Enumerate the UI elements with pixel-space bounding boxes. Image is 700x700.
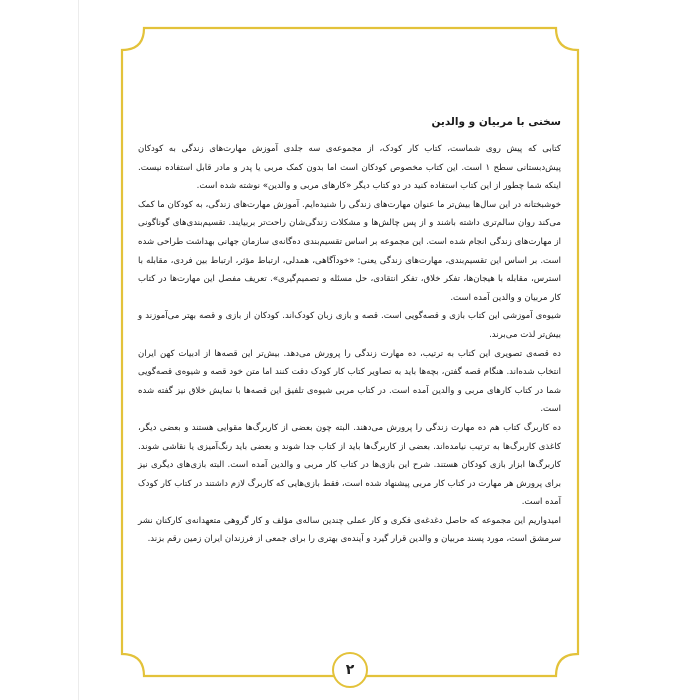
paragraph-teaching-method: شیوه‌ی آموزشی این کتاب بازی و قصه‌گویی است. قصه و بازی زبان کودک‌اند. کودکان از بازی و قصه بهتر می‌آموزند و بیش‌تر لذت می‌برند. — [138, 311, 561, 340]
page-edge-shadow — [78, 0, 79, 700]
paragraph-life-skills: خوشبختانه در این سال‌ها بیش‌تر ما عنوان مهارت‌های زندگی را شنیده‌ایم. آموزش مهارت‌های زندگی، به کودکان ما کمک می‌کند روان سالم‌تری داشته باشند و از پس چالش‌ها و مشکلات زندگی‌شان راحت‌تر بربیایند. تقسیم‌بندی‌های گوناگونی از مهارت‌های زندگی انجام شده است. این مجموعه بر اساس تقسیم‌بندی ده‌گانه‌ی سازمان جهانی بهداشت طراحی شده است. بر اساس این تقسیم‌بندی، مهارت‌های زندگی یعنی: «خودآگاهی، همدلی، ارتباط مؤثر، ارتباط بین فردی، مقابله با استرس، مقابله با هیجان‌ها، تفکر خلاق، تفکر انتقادی، حل مسئله و تصمیم‌گیری». تعریف مفصل این مهارت‌ها در کتاب کار مربیان و والدین آمده است. — [138, 199, 561, 303]
page-body — [138, 114, 561, 549]
page-number: ۲ — [332, 652, 368, 688]
paragraph-closing: امیدواریم این مجموعه که حاصل دغدغه‌ی فکری و کار عملی چندین ساله‌ی مؤلف و کار گروهی متعهدانه‌ی کارکنان نشر سرمشق است، مورد پسند مربیان و والدین قرار گیرد و آینده‌ی بهتری را برای جمعی از فرزندان ایران زمین رقم بزند. — [138, 515, 561, 545]
page-title: سخنی با مربیان و والدین — [431, 116, 561, 128]
paragraph-intro: کتابی که پیش روی شماست، کتاب کار کودک، از مجموعه‌ی سه جلدی آموزش مهارت‌های زندگی به کودکان پیش‌دبستانی سطح ۱ است. این کتاب مخصوص کودکان است اما بدون کمک مربی یا پدر و مادر قابل استفاده نیست. اینکه شما چطور از این کتاب استفاده کنید در دو کتاب دیگر «کارهای مربی و والدین» نوشته شده است. — [138, 144, 561, 192]
paragraph-worksheets: ده کاربرگ کتاب هم ده مهارت زندگی را پرورش می‌دهند. البته چون بعضی از کاربرگ‌ها مقوایی هستند و بعضی دیگر، کاغذی کاربرگ‌ها به ترتیب نیامده‌اند. بعضی از کاربرگ‌ها باید از کتاب جدا شوند و بعضی باید رنگ‌آمیزی یا نقاشی شوند. کاربرگ‌ها ابزار بازی کودکان هستند. شرح این بازی‌ها در کتاب کار مربی و والدین آمده است. البته بازی‌های دیگری نیز برای پرورش هر مهارت در کتاب کار مربی پیشنهاد شده است، فقط بازی‌هایی که کاربرگ لازم داشتند در کتاب کار کودک آمده است. — [138, 422, 561, 508]
paragraph-stories: ده قصه‌ی تصویری این کتاب به ترتیب، ده مهارت زندگی را پرورش می‌دهد. بیش‌تر این قصه‌ها از ادبیات کهن ایران انتخاب شده‌اند. هنگام قصه گفتن، بچه‌ها باید به تصاویر کتاب کار کودک دقت کنند اما متن خود قصه و شیوه‌ی قصه‌گویی شما در کتاب کارهای مربی و والدین آمده است. در کتاب مربی شیوه‌ی تلفیق این قصه‌ها با نمایش خلاق نیز گفته شده است. — [138, 348, 561, 415]
